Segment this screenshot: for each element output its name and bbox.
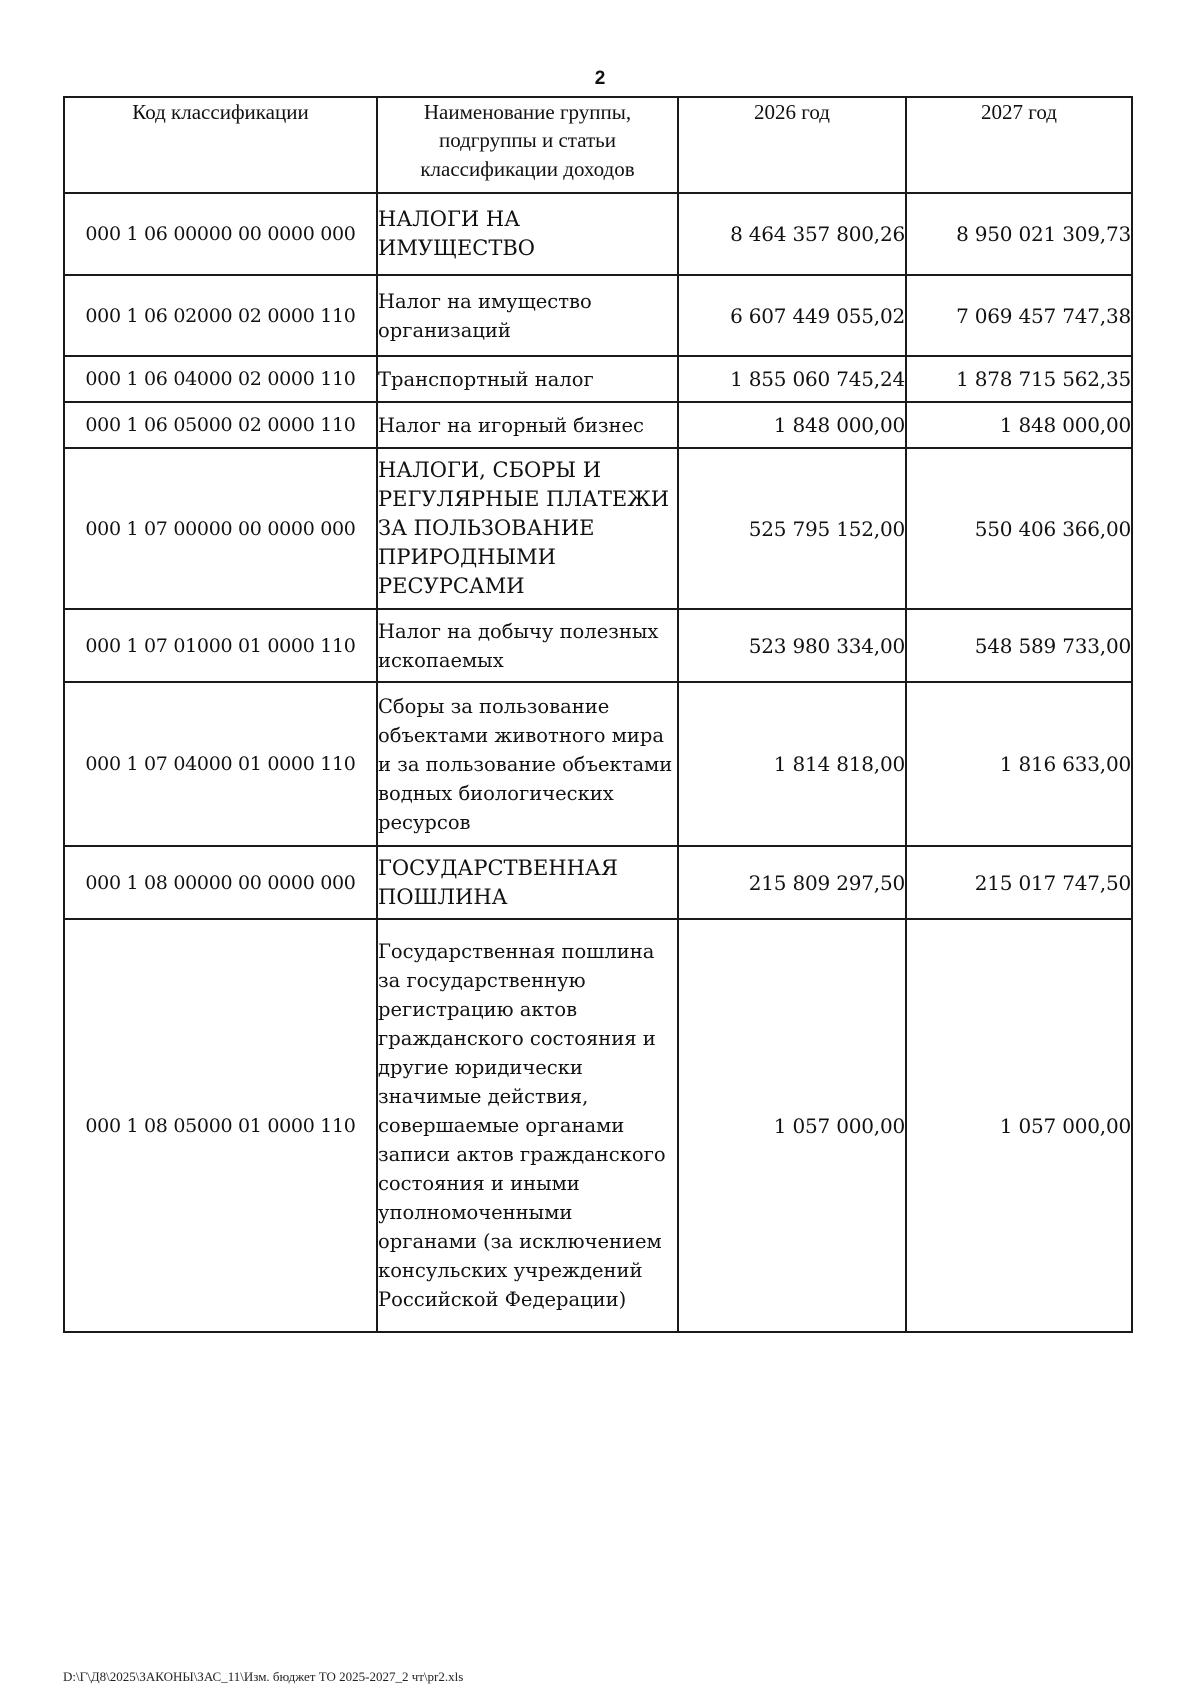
amount-2026: 1 814 818,00 <box>678 682 906 846</box>
revenue-name: Государственная пошлина за государственную регистрацию актов гражданского состояния и другие юридически значимые действия, совершаемые органами записи актов гражданского состояния и иными уполномоченными органами (за исключением консульских учреждений Российской Федерации) <box>377 919 678 1332</box>
revenue-table <box>63 96 1133 1333</box>
amount-2027: 7 069 457 747,38 <box>906 275 1132 356</box>
table-row <box>64 193 1132 275</box>
table-row <box>64 402 1132 448</box>
page-number: 2 <box>594 68 606 89</box>
revenue-name: НАЛОГИ НА ИМУЩЕСТВО <box>377 193 678 275</box>
table-row <box>64 448 1132 609</box>
table-row <box>64 356 1132 402</box>
amount-2027: 550 406 366,00 <box>906 448 1132 609</box>
header-code: Код классификации <box>64 97 377 193</box>
amount-2027: 215 017 747,50 <box>906 846 1132 919</box>
table-row <box>64 919 1132 1332</box>
header-year-2026: 2026 год <box>678 97 906 193</box>
revenue-name: Сборы за пользование объектами животного мира и за пользование объектами водных биологических ресурсов <box>377 682 678 846</box>
table-row <box>64 609 1132 682</box>
amount-2027: 8 950 021 309,73 <box>906 193 1132 275</box>
header-name: Наименование группы, подгруппы и статьи классификации доходов <box>377 97 678 193</box>
amount-2026: 525 795 152,00 <box>678 448 906 609</box>
classification-code: 000 1 08 00000 00 0000 000 <box>64 846 377 919</box>
header-year-2027: 2027 год <box>906 97 1132 193</box>
revenue-name: Налог на игорный бизнес <box>377 402 678 448</box>
classification-code: 000 1 08 05000 01 0000 110 <box>64 919 377 1332</box>
amount-2026: 215 809 297,50 <box>678 846 906 919</box>
table-header-row <box>64 97 1132 193</box>
classification-code: 000 1 06 02000 02 0000 110 <box>64 275 377 356</box>
table-row <box>64 275 1132 356</box>
classification-code: 000 1 06 04000 02 0000 110 <box>64 356 377 402</box>
classification-code: 000 1 07 04000 01 0000 110 <box>64 682 377 846</box>
table-row <box>64 846 1132 919</box>
amount-2026: 523 980 334,00 <box>678 609 906 682</box>
revenue-name: Налог на добычу полезных ископаемых <box>377 609 678 682</box>
revenue-name: Транспортный налог <box>377 356 678 402</box>
amount-2027: 1 848 000,00 <box>906 402 1132 448</box>
file-path-footer: D:\Г\Д8\2025\ЗАКОНЫ\ЗАС_11\Изм. бюджет ТО 2025-2027_2 чт\pr2.xls <box>63 1669 464 1684</box>
amount-2026: 8 464 357 800,26 <box>678 193 906 275</box>
amount-2026: 1 855 060 745,24 <box>678 356 906 402</box>
amount-2026: 1 057 000,00 <box>678 919 906 1332</box>
amount-2027: 548 589 733,00 <box>906 609 1132 682</box>
amount-2026: 1 848 000,00 <box>678 402 906 448</box>
revenue-name: Налог на имущество организаций <box>377 275 678 356</box>
amount-2027: 1 816 633,00 <box>906 682 1132 846</box>
revenue-name: ГОСУДАРСТВЕННАЯ ПОШЛИНА <box>377 846 678 919</box>
classification-code: 000 1 07 01000 01 0000 110 <box>64 609 377 682</box>
table-row <box>64 682 1132 846</box>
amount-2027: 1 878 715 562,35 <box>906 356 1132 402</box>
classification-code: 000 1 06 05000 02 0000 110 <box>64 402 377 448</box>
amount-2027: 1 057 000,00 <box>906 919 1132 1332</box>
classification-code: 000 1 06 00000 00 0000 000 <box>64 193 377 275</box>
classification-code: 000 1 07 00000 00 0000 000 <box>64 448 377 609</box>
revenue-name: НАЛОГИ, СБОРЫ И РЕГУЛЯРНЫЕ ПЛАТЕЖИ ЗА ПОЛЬЗОВАНИЕ ПРИРОДНЫМИ РЕСУРСАМИ <box>377 448 678 609</box>
amount-2026: 6 607 449 055,02 <box>678 275 906 356</box>
